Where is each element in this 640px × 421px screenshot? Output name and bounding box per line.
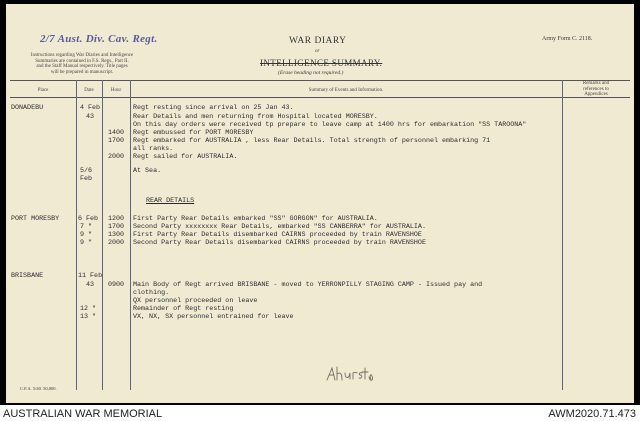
entry-text: VX, NX, SX personnel entrained for leave: [133, 313, 294, 321]
entry-text: Regt resting since arrival on 25 Jan 43.: [133, 104, 294, 112]
entry-hour: 1300: [108, 231, 125, 239]
entry-text: all ranks.: [133, 145, 174, 153]
column-divider-summary: [562, 80, 563, 390]
entry-date: 6 Feb: [78, 215, 99, 223]
entry-date: 9 ": [80, 239, 93, 247]
footer-accession-number: AWM2020.71.473: [548, 408, 636, 420]
column-header-place: Place: [37, 88, 49, 93]
entry-text: Rear Details and men returning from Hospital located MORESBY.: [133, 113, 378, 121]
entry-text: Regt embussed for PORT MORESBY: [133, 129, 254, 137]
section-heading: REAR DETAILS: [146, 197, 195, 205]
entry-hour: 1400: [108, 129, 125, 137]
column-header-date: Date: [84, 88, 94, 93]
signature: [324, 364, 376, 386]
entry-hour: 1700: [108, 223, 125, 231]
column-divider-hour: [130, 80, 131, 390]
header-rule-top: [10, 80, 630, 81]
erase-note: (Erase heading not required.): [278, 70, 344, 76]
entry-text: At Sea.: [133, 167, 162, 175]
unit-stamp: 2/7 Aust. Div. Cav. Regt.: [40, 33, 158, 45]
entry-hour: 1700: [108, 137, 125, 145]
column-header-hour: Hour: [110, 88, 122, 93]
entry-text: First Party Rear Details embarked "SS" GORGON" for AUSTRALIA.: [133, 215, 378, 223]
army-form-number: Army Form C. 2118.: [542, 36, 593, 42]
entry-place: BRISBANE: [11, 272, 44, 280]
footer-bar: [0, 405, 640, 421]
diary-or: or: [315, 49, 320, 54]
entry-place: DONADEBU: [11, 104, 44, 112]
diary-subtitle: INTELLIGENCE SUMMARY.: [260, 58, 383, 68]
entry-date: 11 Feb: [78, 272, 103, 280]
entry-text: Remainder of Regt resting: [133, 305, 234, 313]
entry-date: 43: [86, 113, 95, 121]
column-divider-place: [76, 80, 77, 390]
diary-page: [6, 4, 634, 403]
entry-hour: 2000: [108, 153, 125, 161]
entry-date: 13 ": [80, 313, 97, 321]
entry-date: 4 Feb: [80, 104, 101, 112]
entry-date: Feb: [80, 175, 93, 183]
entry-text: Second Party xxxxxxxx Rear Details, embarked "SS CANBERRA" for AUSTRALIA.: [133, 223, 426, 231]
diary-title: WAR DIARY: [289, 36, 347, 46]
column-divider-date: [102, 80, 103, 390]
entry-place: PORT MORESBY: [11, 215, 60, 223]
entry-text: Main Body of Regt arrived BRISBANE - moved to YERRONPILLY STAGING CAMP - Issued pay and: [133, 281, 483, 289]
entry-hour: 2000: [108, 239, 125, 247]
header-rule-bottom: [10, 97, 630, 98]
column-header-remarks: Remarks and references to Appendices: [582, 81, 610, 97]
instructions-note: Instructions regarding War Diaries and Intelligence Summaries are contained in F.S. Regs., Part II. and the Staff Manual respectively. Title pages will be prepared in manuscript.: [30, 53, 134, 75]
entry-text: clothing.: [133, 289, 170, 297]
entry-text: Second Party Rear Details disembarked CAIRNS proceeded by train RAVENSHOE: [133, 239, 426, 247]
column-header-summary: Summary of Events and Information.: [308, 88, 384, 93]
entry-hour: 0900: [108, 281, 125, 289]
entry-date: 43: [86, 281, 95, 289]
entry-hour: 1200: [108, 215, 125, 223]
entry-date: 7 ": [80, 223, 93, 231]
entry-date: 9 ": [80, 231, 93, 239]
entry-text: Regt embarked for AUSTRALIA , less Rear Details. Total strength of personnel embarking 71: [133, 137, 491, 145]
entry-text: QX personnel proceeded on leave: [133, 297, 258, 305]
entry-text: First Party Rear Details disembarked CAIRNS proceeded by train RAVENSHOE: [133, 231, 422, 239]
entry-date: 12 ": [80, 305, 97, 313]
entry-text: On this day orders were received tp prepare to leave camp at 1400 hrs for embarkation "SS TAROONA": [133, 121, 527, 129]
print-code: C.F.A. 5/40. 50,000.: [20, 386, 57, 391]
footer-institution: AUSTRALIAN WAR MEMORIAL: [3, 408, 163, 420]
entry-date: 5/6: [80, 167, 93, 175]
entry-text: Regt sailed for AUSTRALIA.: [133, 153, 238, 161]
